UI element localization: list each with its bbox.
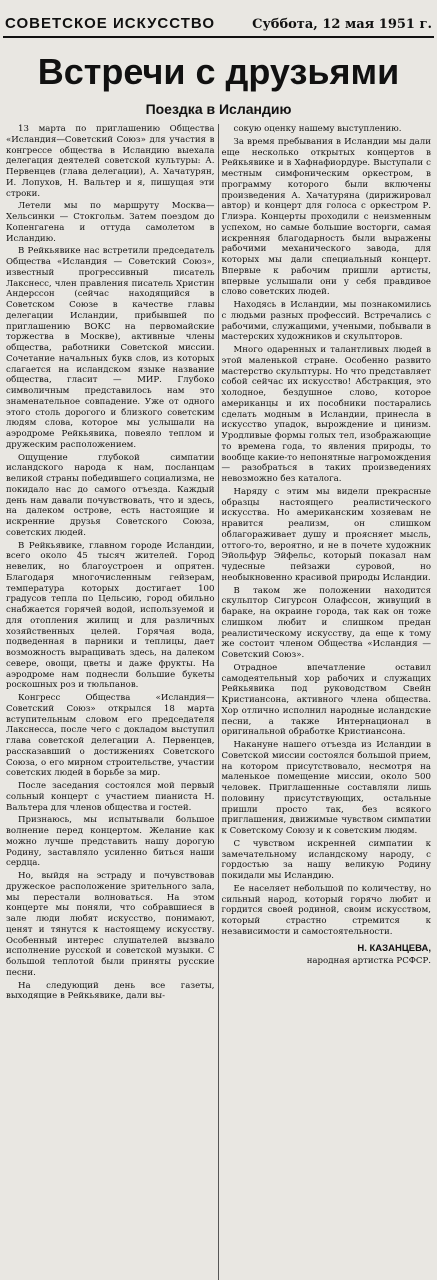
article-paragraph: 13 марта по приглашению Общества «Исландия—Советский Союз» для участия в конгрессе общества в Исландию выехала делегация деятелей советской культуры: А. Первенцев (глава делегации), А. Хачатурян, И. Лопухов, Н. Вальтер и я, пишущая эти строки. [6,124,215,199]
article-paragraph: С чувством искренней симпатии к замечательному исландскому народу, с гордостью за нашу великую Родину покидали мы Исландию. [221,838,431,881]
newspaper-name: СОВЕТСКОЕ ИСКУССТВО [5,15,216,32]
issue-date: Суббота, 12 мая 1951 г. [252,17,432,32]
article-paragraph: Наряду с этим мы видели прекрасные образцы настоящего реалистического искусства. Но американским хозяевам не нравится реализм, он слишком облагораживает душу и проясняет мысль, оттого-то, вероятно, и не в почете художник Эйольфур Эйфельс, который показал нам чудесные пейзажи суровой, но необыкновенно красивой природы Исландии. [221,486,431,583]
article-paragraph: В Рейкьявике нас встретили председатель Общества «Исландия — Советский Союз», известный прогрессивный писатель Лакснесс, член правления писатель Христин Андерссон (сейчас находящийся в Советском Союзе в качестве главы делегации Исландии, прибывшей по приглашению ВОКС на первомайские торжества в Москве), активные члены общества, работники Советской миссии. Сочетание начальных букв слов, из которых слагается на исландском языке название общества, гласит — МИР. Глубоко символичным представилось нам это знаменательное совпадение. Уже от одного этого столь дорогого и близкого советским людям слова, которое мы услышали на аэродроме Рейкьявика, повеяло теплом и дружеским расположением. [6,246,215,450]
article-paragraph: За время пребывания в Исландии мы дали еще несколько открытых концертов в Рейкьявике и в Хафнафиордуре. Выступали с местным симфоническим оркестром, в программу которого были включены произведения А. Хачатуряна (дирижировал автор) и концерт для голоса с оркестром Р. Глиэра. Концерты проходили с неизменным успехом, но самые большие восторги, самая искренняя благодарность были выражены рабочими механического завода, для которых мы дали специальный концерт. Впервые к рабочим пришли артисты, впервые услышали они у себя правдивое слово советских людей. [221,136,431,298]
article-paragraph: Конгресс Общества «Исландия—Советский Союз» открылся 18 марта вступительным словом его председателя Лакснесса, после чего с докладом выступил глава советской делегации А. Первенцев, рассказавший о достижениях Советского Союза, о его мирном строительстве, участии советских людей в борьбе за мир. [6,693,215,779]
article-subheadline: Поездка в Исландию [145,101,292,117]
article-paragraph: Летели мы по маршруту Москва—Хельсинки — Стокгольм. Затем поездом до Копенгагена и оттуда самолетом в Исландию. [6,201,215,244]
article-paragraph: Находясь в Исландии, мы познакомились с людьми разных профессий. Встречались с рабочими, служащими, учеными, побывали в мастерских художников и скульпторов. [221,300,431,343]
article-paragraph: После заседания состоялся мой первый сольный концерт с участием пианиста Н. Вальтера для членов общества и гостей. [6,781,215,813]
article-paragraph: Но, выйдя на эстраду и почувствовав дружеское расположение зрительного зала, мы перестали волноваться. На этом концерте мы поняли, что собравшиеся в зале люди любят искусство, понимают, ценят и тянутся к настоящему искусству. Особенный интерес слушателей вызвало исполнение русской и советской музыки. С большой теплотой были приняты русские песни. [6,871,215,978]
article-paragraph: Ощущение глубокой симпатии исландского народа к нам, посланцам великой страны победившего социализма, не покидало нас до самого отъезда. Каждый день нам давали почувствовать, что и здесь, на далеком острове, есть настоящие и искренние друзья Советского Союза, советских людей. [6,452,215,538]
article-paragraph: В Рейкьявике, главном городе Исландии, всего около 45 тысяч жителей. Город невелик, но благоустроен и опрятен. Благодаря многочисленным гейзерам, температура которых достигает 100 градусов тепла по Цельсию, город обильно снабжается горячей водой, используемой и для отопления жилищ и для различных хозяйственных целей. Горячая вода, подведенная в парники и теплицы, дает возможность выращивать здесь, на далеком севере, овощи, цветы и даже фрукты. На аэродроме нам поднесли большие букеты роскошных роз и тюльпанов. [6,540,215,691]
left-column [3,124,219,1280]
article-paragraph: Накануне нашего отъезда из Исландии в Советской миссии состоялся большой прием, на котором присутствовало, несмотря на маленькое помещение миссии, около 500 человек. Приглашенные составляли лишь половину присутствующих, остальные пришли просто так, без всякого приглашения, движимые чувством симпатии к Советскому Союзу и к советским людям. [221,740,431,836]
article-body [3,124,434,1280]
article-headline: Встречи с друзьями [37,51,400,92]
author-signature: Н. КАЗАНЦЕВА, [357,942,431,954]
author-title: народная артистка РСФСР. [306,956,431,967]
right-column [219,124,435,1280]
article-paragraph: В таком же положении находится скульптор Сигурсон Олафссон, живущий в бараке, на окраине города, так как он тоже слишком любит и слишком предан реалистическому искусству, да еще к тому же состоит членом Общества «Исландия — Советский Союз». [221,585,431,660]
article-paragraph: Ее населяет небольшой по количеству, но сильный народ, который горячо любит и гордится своей родиной, своим искусством, который страстно стремится к независимости и самостоятельности. [221,883,431,937]
article-paragraph: На следующий день все газеты, выходящие в Рейкьявике, дали вы- [6,980,215,1002]
article-paragraph: сокую оценку нашему выступлению. [233,124,402,134]
article-paragraph: Отрадное впечатление оставил самодеятельный хор рабочих и служащих Рейкьявика под руководством Свейн Кристиансона, активного члена общества. Хор отлично исполнил народные исландские песни, а также Интернационал в оригинальной обработке Кристиансона. [221,662,431,738]
article-paragraph: Много одаренных и талантливых людей в этой маленькой стране. Особенно развито мастерство скульптуры. Но что представляет собой сейчас их искусство! Абстракция, это холодное, бездушное слово, которое американцы и их пособники постарались сделать модным в Исландии, принесла в искусство упадок, вырождение и цинизм. Уродливые формы голых тел, изображающие то времена года, то явления природы, то вообще какие-то непонятные нагромождения — разобраться в таких произведениях невозможно без каталога. [221,345,431,484]
article-paragraph: Признаюсь, мы испытывали большое волнение перед концертом. Желание как можно лучше представить нашу дорогую Родину, заставляло усиленно биться наши сердца. [6,815,215,869]
masthead [3,0,434,38]
